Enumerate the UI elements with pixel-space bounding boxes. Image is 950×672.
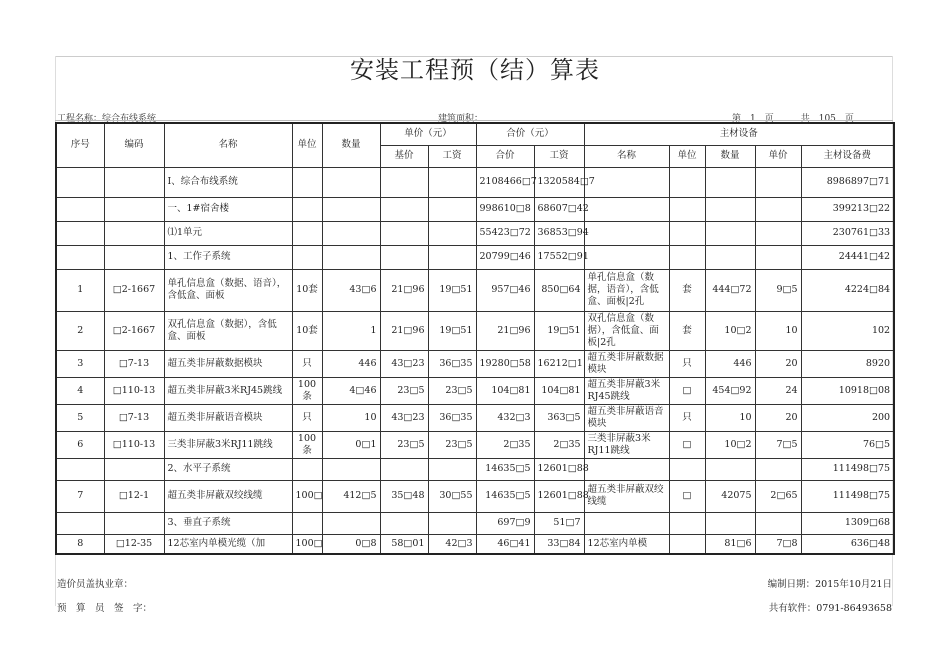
cell-munit: 套 (669, 269, 705, 311)
cell-seq: 6 (56, 431, 104, 458)
cell-munit: 套 (669, 311, 705, 350)
cell-total: 2□35 (476, 431, 534, 458)
cell-seq (56, 512, 104, 534)
cell-mfee: 1309□68 (801, 512, 894, 534)
cell-total: 697□9 (476, 512, 534, 534)
cell-unit: 10套 (292, 269, 322, 311)
cell-seq: 3 (56, 350, 104, 377)
cell-labor: 23□5 (428, 431, 476, 458)
cell-mfee: 8986897□71 (801, 167, 894, 197)
header-unit-price: 单价（元） (380, 123, 476, 145)
cell-munit (669, 167, 705, 197)
cell-code (104, 221, 164, 245)
header-total-price: 合价（元） (476, 123, 584, 145)
cell-mprice: 7□8 (755, 534, 801, 554)
project-name: 工程名称：综合布线系统 (57, 114, 157, 124)
cell-seq (56, 197, 104, 221)
cell-base (380, 221, 428, 245)
cell-unit (292, 221, 322, 245)
cell-total: 20799□46 (476, 245, 534, 269)
cell-total-labor: 104□81 (534, 377, 584, 404)
cell-name: 超五类非屏蔽数据模块 (164, 350, 292, 377)
compile-date: 编制日期：2015年10月21日 (767, 579, 892, 590)
cell-mqty (705, 245, 755, 269)
header-material-price: 单价 (755, 145, 801, 167)
cell-mqty (705, 458, 755, 480)
table-row (56, 311, 894, 350)
cell-total-labor: 1320584□7 (534, 167, 584, 197)
cell-labor (428, 458, 476, 480)
cell-name: 超五类非屏蔽双绞线缆 (164, 480, 292, 512)
cell-mprice: 9□5 (755, 269, 801, 311)
cell-mname (584, 221, 669, 245)
cell-labor (428, 245, 476, 269)
cell-mprice (755, 512, 801, 534)
cell-code (104, 512, 164, 534)
cell-qty (322, 197, 380, 221)
cell-seq: 5 (56, 404, 104, 431)
cell-mprice (755, 245, 801, 269)
cell-mqty (705, 197, 755, 221)
building-area: 建筑面积： (438, 114, 484, 124)
header-qty: 数量 (322, 123, 380, 167)
cell-base (380, 245, 428, 269)
cell-name: Ⅰ、综合布线系统 (164, 167, 292, 197)
cell-total-labor: 33□84 (534, 534, 584, 554)
cell-name: 1、工作子系统 (164, 245, 292, 269)
cell-seq: 7 (56, 480, 104, 512)
cell-mfee: 111498□75 (801, 480, 894, 512)
cell-mfee: 24441□42 (801, 245, 894, 269)
cell-qty: 1 (322, 311, 380, 350)
header-seq: 序号 (56, 123, 104, 167)
cell-mqty: 10□2 (705, 311, 755, 350)
cell-munit: 只 (669, 404, 705, 431)
cell-mname (584, 167, 669, 197)
cell-mname (584, 512, 669, 534)
cell-seq (56, 245, 104, 269)
cell-seq: 8 (56, 534, 104, 554)
cell-munit: 只 (669, 350, 705, 377)
cell-munit (669, 512, 705, 534)
cell-total-labor: 12601□88 (534, 480, 584, 512)
cell-name: 双孔信息盒（数据），含低盒、面板 (164, 311, 292, 350)
cell-mprice: 20 (755, 404, 801, 431)
cell-labor: 36□35 (428, 404, 476, 431)
cell-qty (322, 221, 380, 245)
cell-mprice (755, 221, 801, 245)
cell-name: ⑴1单元 (164, 221, 292, 245)
cell-name: 一、1#宿舍楼 (164, 197, 292, 221)
cell-mname: 三类非屏蔽3米RJ11跳线 (584, 431, 669, 458)
header-unit: 单位 (292, 123, 322, 167)
cell-labor: 36□35 (428, 350, 476, 377)
cell-seq (56, 458, 104, 480)
cell-mname: 超五类非屏蔽数据模块 (584, 350, 669, 377)
cell-qty: 446 (322, 350, 380, 377)
cell-mfee: 10918□08 (801, 377, 894, 404)
cell-code: □2-1667 (104, 311, 164, 350)
cell-mqty: 10 (705, 404, 755, 431)
cell-mprice: 7□5 (755, 431, 801, 458)
cell-base (380, 458, 428, 480)
cell-base: 21□96 (380, 311, 428, 350)
cell-total: 432□3 (476, 404, 534, 431)
cell-mname (584, 458, 669, 480)
cell-munit (669, 458, 705, 480)
table-row (56, 167, 894, 197)
cell-mname: 超五类非屏蔽3米RJ45跳线 (584, 377, 669, 404)
table-row (56, 197, 894, 221)
cell-base (380, 512, 428, 534)
cell-munit (669, 534, 705, 554)
budgeter-signature: 预 算 员 签 字： (57, 603, 153, 614)
cell-munit: □ (669, 377, 705, 404)
cell-total-labor: 19□51 (534, 311, 584, 350)
cell-total: 46□41 (476, 534, 534, 554)
cell-mname (584, 197, 669, 221)
cell-total-labor: 17552□91 (534, 245, 584, 269)
cell-mqty (705, 221, 755, 245)
cell-code: □2-1667 (104, 269, 164, 311)
cell-seq: 4 (56, 377, 104, 404)
cell-total-labor: 36853□94 (534, 221, 584, 245)
table-row (56, 245, 894, 269)
cell-total-labor: 51□7 (534, 512, 584, 534)
cell-labor: 30□55 (428, 480, 476, 512)
page-title: 安装工程预（结）算表 (350, 56, 600, 84)
cell-labor (428, 197, 476, 221)
header-main-material: 主材设备 (584, 123, 894, 145)
table-row (56, 269, 894, 311)
cell-base (380, 167, 428, 197)
cell-base: 23□5 (380, 377, 428, 404)
cell-seq: 2 (56, 311, 104, 350)
cell-total: 2108466□7 (476, 167, 534, 197)
cell-code: □7-13 (104, 404, 164, 431)
cell-total-labor: 12601□88 (534, 458, 584, 480)
cell-mfee: 636□48 (801, 534, 894, 554)
cell-code (104, 458, 164, 480)
cell-mfee: 4224□84 (801, 269, 894, 311)
cell-code: □7-13 (104, 350, 164, 377)
cell-mqty: 81□6 (705, 534, 755, 554)
cell-name: 超五类非屏蔽3米RJ45跳线 (164, 377, 292, 404)
header-material-qty: 数量 (705, 145, 755, 167)
cell-code (104, 245, 164, 269)
table-row (56, 534, 894, 554)
cell-mqty (705, 167, 755, 197)
header-total: 合价 (476, 145, 534, 167)
header-name: 名称 (164, 123, 292, 167)
cell-mprice: 24 (755, 377, 801, 404)
cell-labor: 23□5 (428, 377, 476, 404)
cell-mfee: 111498□75 (801, 458, 894, 480)
cell-munit: □ (669, 431, 705, 458)
cell-mfee: 200 (801, 404, 894, 431)
cell-total-labor: 363□5 (534, 404, 584, 431)
estimate-table (55, 122, 895, 555)
cell-mprice (755, 458, 801, 480)
cell-mname: 超五类非屏蔽语音模块 (584, 404, 669, 431)
cell-munit (669, 197, 705, 221)
cell-mprice: 20 (755, 350, 801, 377)
cell-labor: 19□51 (428, 311, 476, 350)
cell-qty: 10 (322, 404, 380, 431)
cell-mfee: 399213□22 (801, 197, 894, 221)
table-row (56, 377, 894, 404)
cell-total: 19280□58 (476, 350, 534, 377)
cell-labor: 42□3 (428, 534, 476, 554)
header-material-fee: 主材设备费 (801, 145, 894, 167)
cell-code (104, 167, 164, 197)
cell-qty: 0□8 (322, 534, 380, 554)
cell-qty (322, 245, 380, 269)
header-base-price: 基价 (380, 145, 428, 167)
cell-qty: 43□6 (322, 269, 380, 311)
table-row (56, 480, 894, 512)
page-info: 第 1 页 共 105 页 (732, 114, 854, 124)
cell-mname (584, 245, 669, 269)
table-row (56, 512, 894, 534)
cell-total: 104□81 (476, 377, 534, 404)
header-material-unit: 单位 (669, 145, 705, 167)
cell-code: □110-13 (104, 377, 164, 404)
cell-mfee: 230761□33 (801, 221, 894, 245)
cell-code: □12-1 (104, 480, 164, 512)
cell-labor (428, 512, 476, 534)
cell-total: 14635□5 (476, 480, 534, 512)
cell-unit: 100条 (292, 377, 322, 404)
cell-unit: 100□ (292, 534, 322, 554)
cell-total: 55423□72 (476, 221, 534, 245)
cell-unit (292, 245, 322, 269)
cell-mprice (755, 167, 801, 197)
cell-mqty: 444□72 (705, 269, 755, 311)
cell-base: 23□5 (380, 431, 428, 458)
cell-qty: 4□46 (322, 377, 380, 404)
table-row (56, 458, 894, 480)
cell-mname: 双孔信息盒（数据），含低盒、面板|2孔 (584, 311, 669, 350)
cell-labor: 19□51 (428, 269, 476, 311)
cell-unit (292, 167, 322, 197)
cell-mprice (755, 197, 801, 221)
cell-mqty: 446 (705, 350, 755, 377)
cell-mprice: 10 (755, 311, 801, 350)
cell-mfee: 76□5 (801, 431, 894, 458)
cell-total: 14635□5 (476, 458, 534, 480)
cell-total: 21□96 (476, 311, 534, 350)
cell-code (104, 197, 164, 221)
table-row (56, 350, 894, 377)
cell-labor (428, 221, 476, 245)
meta-rule (55, 120, 893, 121)
cell-qty: 0□1 (322, 431, 380, 458)
cell-unit: 只 (292, 404, 322, 431)
cell-name: 12芯室内单模光缆（加 (164, 534, 292, 554)
cell-mname: 单孔信息盒（数据，语音），含低盒、面板|2孔 (584, 269, 669, 311)
cell-total-labor: 68607□42 (534, 197, 584, 221)
cell-code: □110-13 (104, 431, 164, 458)
cell-seq (56, 167, 104, 197)
cell-total: 957□46 (476, 269, 534, 311)
cell-qty (322, 167, 380, 197)
cell-unit: 100□ (292, 480, 322, 512)
cell-base: 58□01 (380, 534, 428, 554)
table-row (56, 431, 894, 458)
cell-total-labor: 16212□1 (534, 350, 584, 377)
cell-mqty: 42075 (705, 480, 755, 512)
cell-mprice: 2□65 (755, 480, 801, 512)
table-row (56, 404, 894, 431)
table-row (56, 221, 894, 245)
software-info: 共有软件：0791-86493658 (768, 603, 892, 614)
cell-mqty: 454□92 (705, 377, 755, 404)
header-total-labor: 工资 (534, 145, 584, 167)
cell-seq: 1 (56, 269, 104, 311)
cell-base: 35□48 (380, 480, 428, 512)
cell-mname: 超五类非屏蔽双绞线缆 (584, 480, 669, 512)
cell-munit: □ (669, 480, 705, 512)
cell-base: 21□96 (380, 269, 428, 311)
cell-name: 2、水平子系统 (164, 458, 292, 480)
cell-total: 998610□8 (476, 197, 534, 221)
cell-munit (669, 221, 705, 245)
header-code: 编码 (104, 123, 164, 167)
cell-base: 43□23 (380, 350, 428, 377)
cell-mname: 12芯室内单模 (584, 534, 669, 554)
cell-mfee: 8920 (801, 350, 894, 377)
header-material-name: 名称 (584, 145, 669, 167)
cell-name: 三类非屏蔽3米RJ11跳线 (164, 431, 292, 458)
cell-total-labor: 2□35 (534, 431, 584, 458)
cell-unit: 100条 (292, 431, 322, 458)
cell-qty: 412□5 (322, 480, 380, 512)
cell-labor (428, 167, 476, 197)
cell-qty (322, 512, 380, 534)
cell-name: 3、垂直子系统 (164, 512, 292, 534)
cost-engineer-stamp: 造价员盖执业章： (57, 579, 134, 590)
cell-seq (56, 221, 104, 245)
cell-unit: 10套 (292, 311, 322, 350)
cell-total-labor: 850□64 (534, 269, 584, 311)
cell-name: 单孔信息盒（数据、语音），含低盒、面板 (164, 269, 292, 311)
cell-unit: 只 (292, 350, 322, 377)
header-labor: 工资 (428, 145, 476, 167)
cell-name: 超五类非屏蔽语音模块 (164, 404, 292, 431)
cell-unit (292, 458, 322, 480)
cell-unit (292, 197, 322, 221)
cell-mqty (705, 512, 755, 534)
cell-code: □12-35 (104, 534, 164, 554)
cell-qty (322, 458, 380, 480)
cell-base (380, 197, 428, 221)
cell-mfee: 102 (801, 311, 894, 350)
cell-munit (669, 245, 705, 269)
cell-base: 43□23 (380, 404, 428, 431)
cell-unit (292, 512, 322, 534)
cell-mqty: 10□2 (705, 431, 755, 458)
